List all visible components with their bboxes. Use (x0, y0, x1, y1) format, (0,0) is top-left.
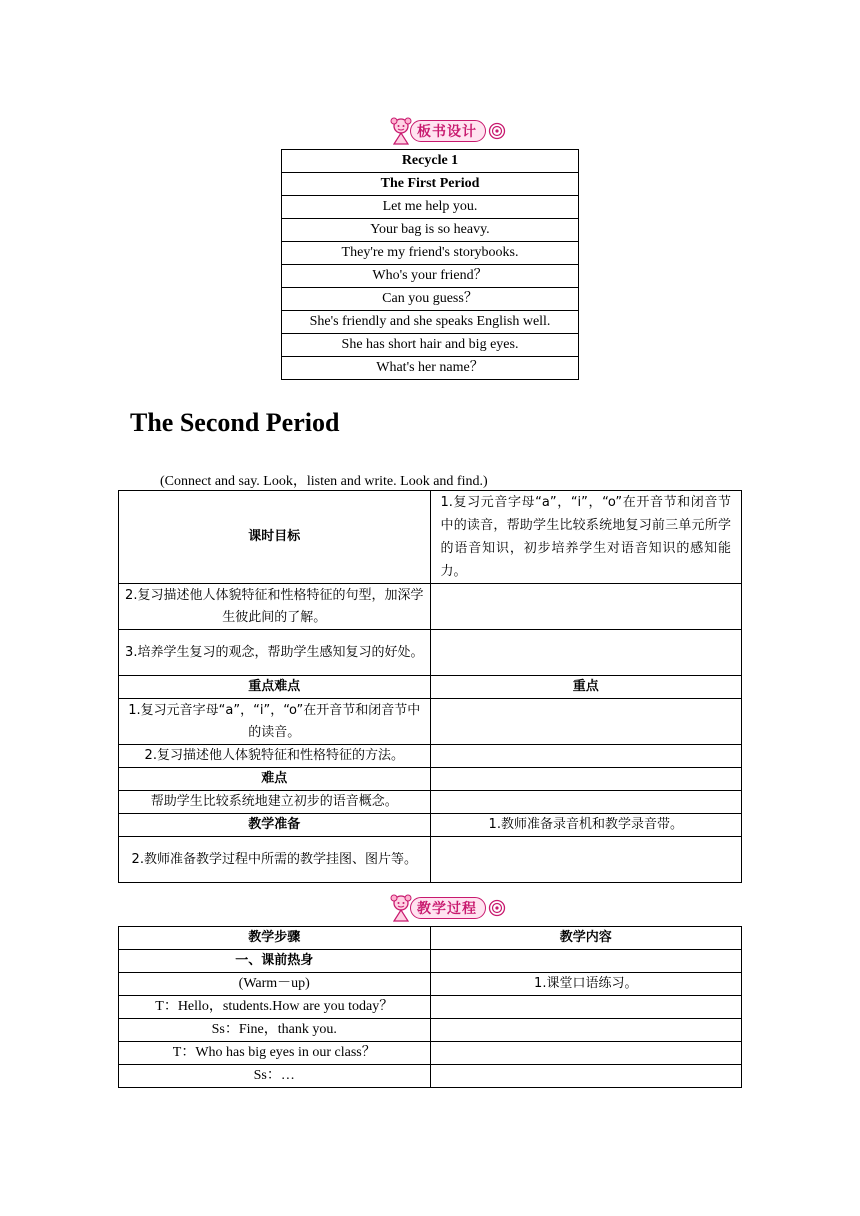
empty-cell (430, 1019, 742, 1042)
table-row: Let me help you. (282, 196, 579, 219)
table-row: Ss：… (119, 1065, 431, 1088)
table-row: T：Hello，students.How are you today？ (119, 996, 431, 1019)
period-subtitle: (Connect and say. Look，listen and write. Look and find.) (160, 474, 488, 489)
board-design-banner (388, 116, 506, 146)
table-row: Ss：Fine，thank you. (119, 1019, 431, 1042)
empty-cell (430, 584, 742, 630)
table-row: They're my friend's storybooks. (282, 242, 579, 265)
focus-heading: 重点 (430, 676, 742, 699)
steps-header: 教学步骤 (119, 927, 431, 950)
target-icon (488, 899, 506, 917)
table-row: The First Period (282, 173, 579, 196)
preparation-item-1: 1.教师准备录音机和教学录音带。 (430, 814, 742, 837)
content-header: 教学内容 (430, 927, 742, 950)
board-design-label: 板书设计 (410, 120, 486, 142)
objectives-table (118, 490, 742, 883)
focus-point-1: 1.复习元音字母“a”，“i”，“o”在开音节和闭音节中的读音。 (119, 699, 431, 745)
table-row: 一、课前热身 (119, 950, 431, 973)
empty-cell (430, 745, 742, 768)
empty-cell (430, 768, 742, 791)
table-row: (Warm－up) (119, 973, 431, 996)
table-row: Can you guess？ (282, 288, 579, 311)
table-row: Who's your friend？ (282, 265, 579, 288)
table-row: Recycle 1 (282, 150, 579, 173)
target-icon (488, 122, 506, 140)
table-row: She has short hair and big eyes. (282, 334, 579, 357)
empty-cell (430, 630, 742, 676)
objective-1: 1.复习元音字母“a”，“i”，“o”在开音节和闭音节中的读音，帮助学生比较系统地复习前三单元所学的语音知识，初步培养学生对语音知识的感知能力。 (430, 491, 742, 584)
table-row: She's friendly and she speaks English well. (282, 311, 579, 334)
board-design-table (281, 149, 579, 380)
empty-cell (430, 1065, 742, 1088)
objective-3: 3.培养学生复习的观念，帮助学生感知复习的好处。 (119, 630, 431, 676)
empty-cell (430, 699, 742, 745)
difficulty-point: 帮助学生比较系统地建立初步的语音概念。 (119, 791, 431, 814)
table-row: T：Who has big eyes in our class？ (119, 1042, 431, 1065)
empty-cell (430, 996, 742, 1019)
empty-cell (430, 791, 742, 814)
preparation-item-2: 2.教师准备教学过程中所需的教学挂图、图片等。 (119, 837, 431, 883)
table-row: What's her name？ (282, 357, 579, 380)
table-row: 1.课堂口语练习。 (430, 973, 742, 996)
objective-2: 2.复习描述他人体貌特征和性格特征的句型，加深学生彼此间的了解。 (119, 584, 431, 630)
focus-point-2: 2.复习描述他人体貌特征和性格特征的方法。 (119, 745, 431, 768)
table-row: Your bag is so heavy. (282, 219, 579, 242)
empty-cell (430, 950, 742, 973)
teaching-process-banner (388, 893, 506, 923)
period-title: The Second Period (130, 408, 340, 437)
preparation-heading: 教学准备 (119, 814, 431, 837)
empty-cell (430, 1042, 742, 1065)
difficulty-heading: 难点 (119, 768, 431, 791)
key-points-heading: 重点难点 (119, 676, 431, 699)
objectives-heading: 课时目标 (119, 491, 431, 584)
empty-cell (430, 837, 742, 883)
teaching-process-label: 教学过程 (410, 897, 486, 919)
teaching-process-table (118, 926, 742, 1088)
